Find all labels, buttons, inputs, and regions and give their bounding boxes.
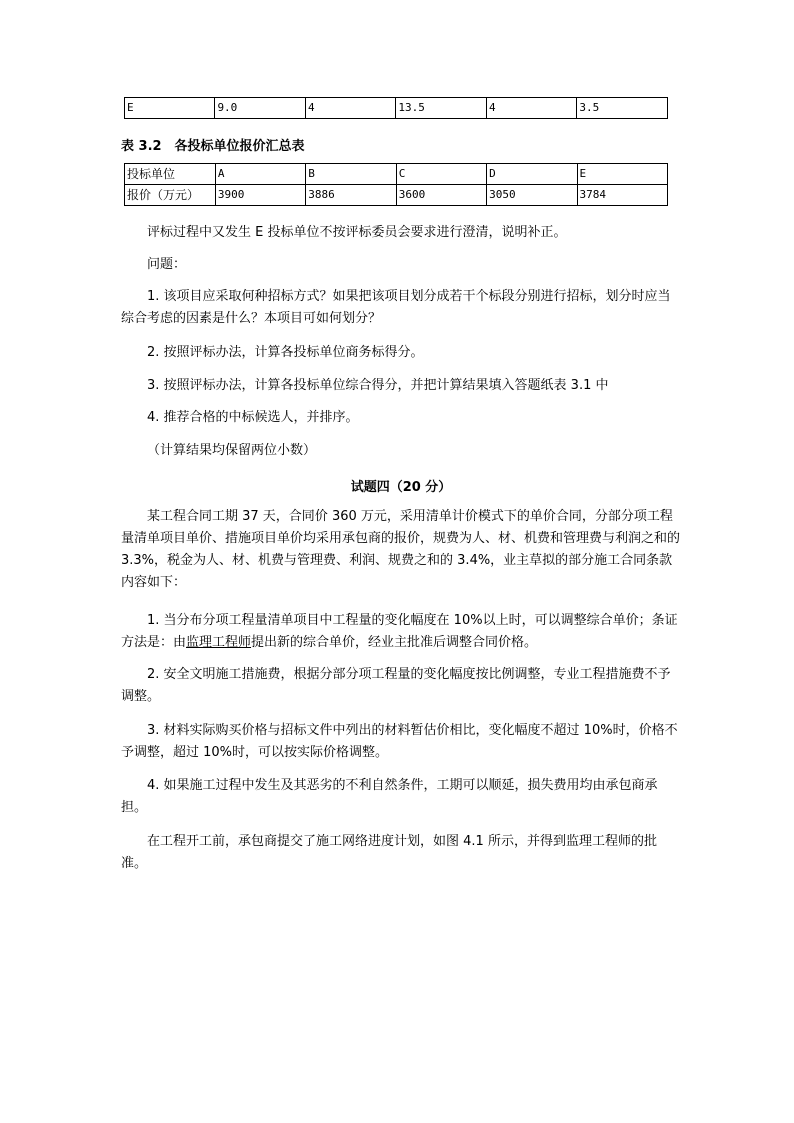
paragraph-questions-label: 问题： (147, 257, 187, 272)
clause-2: 2. 安全文明施工措施费，根据分部分项工程量的变化幅度按比例调整，专业工程措施费不予调整。 (121, 667, 671, 704)
table-header-cell: D (487, 164, 577, 185)
question-1: 1. 该项目应采取何种招标方式？如果把该项目划分成若干个标段分别进行招标，划分时应当综合考虑的因素是什么？本项目可如何划分？ (121, 289, 671, 326)
table-cell: 4 (486, 98, 576, 119)
clause-3: 3. 材料实际购买价格与招标文件中列出的材料暂估价相比，变化幅度不超过 10%时，价格不予调整，超过 10%时，可以按实际价格调整。 (121, 723, 678, 760)
table-header-row (125, 164, 668, 185)
table-cell: 13.5 (396, 98, 487, 119)
table-cell: 3784 (577, 185, 667, 206)
table-cell: E (125, 98, 215, 119)
table-cell: 3900 (215, 185, 305, 206)
table-header-cell: B (306, 164, 396, 185)
table-header-cell: A (215, 164, 305, 185)
clause-1-text-a: 1. 当分布分项工程量清单项目中工程量的变化幅度在 10%以上时，可以调整综合单价；条证方法是：由 (121, 613, 678, 650)
clause-1-text-b: 提出新的综合单价，经业主批准后调整合同价格。 (251, 635, 538, 650)
question-3: 3. 按照评标办法，计算各投标单位综合得分，并把计算结果填入答题纸表 3.1 中 (147, 378, 609, 393)
table-cell: 9.0 (215, 98, 306, 119)
table-cell: 4 (305, 98, 395, 119)
paragraph-clarification: 评标过程中又发生 E 投标单位不按评标委员会要求进行澄清，说明补正。 (147, 225, 567, 240)
table-caption: 表 3.2 各投标单位报价汇总表 (121, 139, 305, 154)
table-header-cell: E (577, 164, 667, 185)
bid-price-table (124, 163, 668, 206)
clause-4: 4. 如果施工过程中发生及其恶劣的不利自然条件，工期可以顺延，损失费用均由承包商承担。 (121, 778, 658, 815)
clause-1 (121, 610, 681, 654)
section-heading: 试题四（20 分） (350, 480, 452, 495)
table-cell: 3.5 (577, 98, 668, 119)
rounding-note: （计算结果均保留两位小数） (147, 443, 317, 458)
table-cell: 3600 (396, 185, 486, 206)
table-row (125, 98, 668, 119)
paragraph-schedule: 在工程开工前，承包商提交了施工网络进度计划，如图 4.1 所示，并得到监理工程师的批准。 (121, 834, 657, 871)
supervisor-underlined: 监理工程师 (186, 635, 252, 650)
table-cell: 3886 (306, 185, 396, 206)
table-row (125, 185, 668, 206)
table-cell: 报价（万元） (125, 185, 216, 206)
table-header-cell: C (396, 164, 486, 185)
paragraph-contract-intro: 某工程合同工期 37 天，合同价 360 万元，采用清单计价模式下的单价合同，分部分项工程量清单项目单价、措施项目单价均采用承包商的报价，规费为人、材、机费和管理费与利润之和的 3.3%，税金为人、材、机费与管理费、利润、规费之和的 3.4%，业主草拟的部分施工合同条款内容如下： (121, 509, 681, 590)
score-table-fragment (124, 97, 668, 119)
table-cell: 3050 (487, 185, 577, 206)
question-4: 4. 推荐合格的中标候选人，并排序。 (147, 410, 359, 425)
table-header-cell: 投标单位 (125, 164, 216, 185)
question-2: 2. 按照评标办法，计算各投标单位商务标得分。 (147, 345, 424, 360)
